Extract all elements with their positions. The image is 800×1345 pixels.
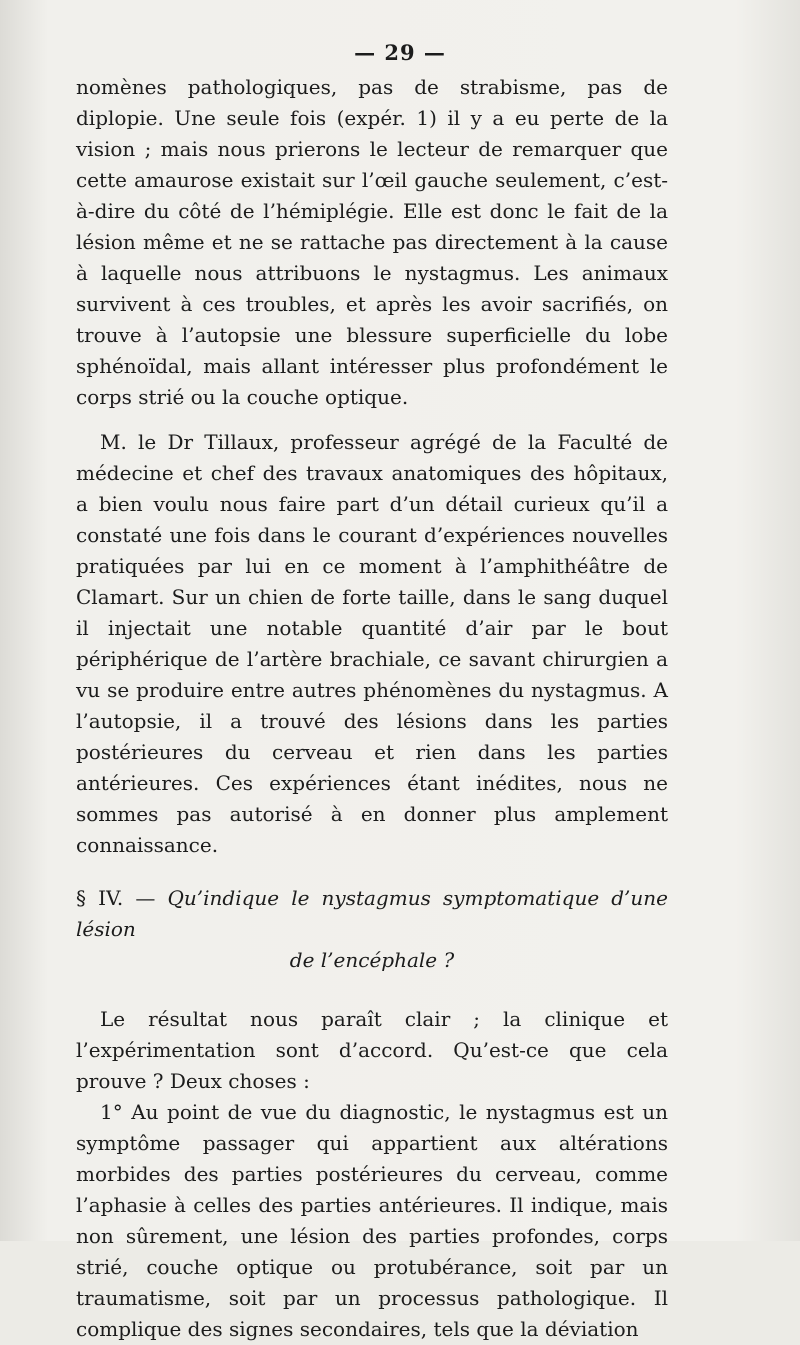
paragraph-continued: nomènes pathologiques, pas de strabisme, pas de diplopie. Une seule fois (expér. 1) il y a eu perte de la vision ; mais nous prierons le lecteur de remarquer que cette amaurose existait sur l’œil gauche seulement, c’est-à-dire du côté de l’hémiplégie. Elle est donc le fait de la lésion même et ne se rattache pas directement à la cause à laquelle nous attribuons le nystagmus. Les animaux survivent à ces troubles, et après les avoir sacrifiés, on trouve à l’autopsie une blessure superficielle du lobe sphénoïdal, mais allant intéresser plus profondément le corps strié ou la couche optique.	[76, 75, 668, 409]
section-heading	[76, 883, 668, 976]
paragraph-diagnostic: 1° Au point de vue du diagnostic, le nystagmus est un symptôme passager qui appartient aux altérations morbides des parties postérieures du cerveau, comme l’aphasie à celles des parties antérieures. Il indique, mais non sûrement, une lésion des parties profondes, corps strié, couche optique ou protubérance, soit par un traumatisme, soit par un processus pathologique. Il complique des signes secondaires, tels que la déviation	[76, 1100, 668, 1341]
page-body	[76, 72, 668, 1345]
paragraph-tillaux: M. le Dr Tillaux, professeur agrégé de la Faculté de médecine et chef des travaux anatomiques des hôpitaux, a bien voulu nous faire part d’un détail curieux qu’il a constaté une fois dans le courant d’expériences nouvelles pratiquées par lui en ce moment à l’amphithéâtre de Clamart. Sur un chien de forte taille, dans le sang duquel il injectait une notable quantité d’air par le bout périphérique de l’artère brachiale, ce savant chirurgien a vu se produire entre autres phénomènes du nystagmus. A l’autopsie, il a trouvé des lésions dans les parties postérieures du cerveau et rien dans les parties antérieures. Ces expériences étant inédites, nous ne sommes pas autorisé à en donner plus amplement connaissance.	[76, 430, 668, 857]
section-heading-line1	[76, 883, 668, 945]
section-number: § IV. —	[76, 886, 156, 910]
page-number: — 29 —	[354, 40, 446, 65]
paragraph-result: Le résultat nous paraît clair ; la clinique et l’expérimentation sont d’accord. Qu’est-ce que cela prouve ? Deux choses :	[76, 1007, 668, 1093]
section-title-line2: de l’encéphale ?	[289, 948, 455, 972]
section-title-line1: Qu’indique le nystagmus symptomatique d’une lésion	[76, 886, 669, 941]
